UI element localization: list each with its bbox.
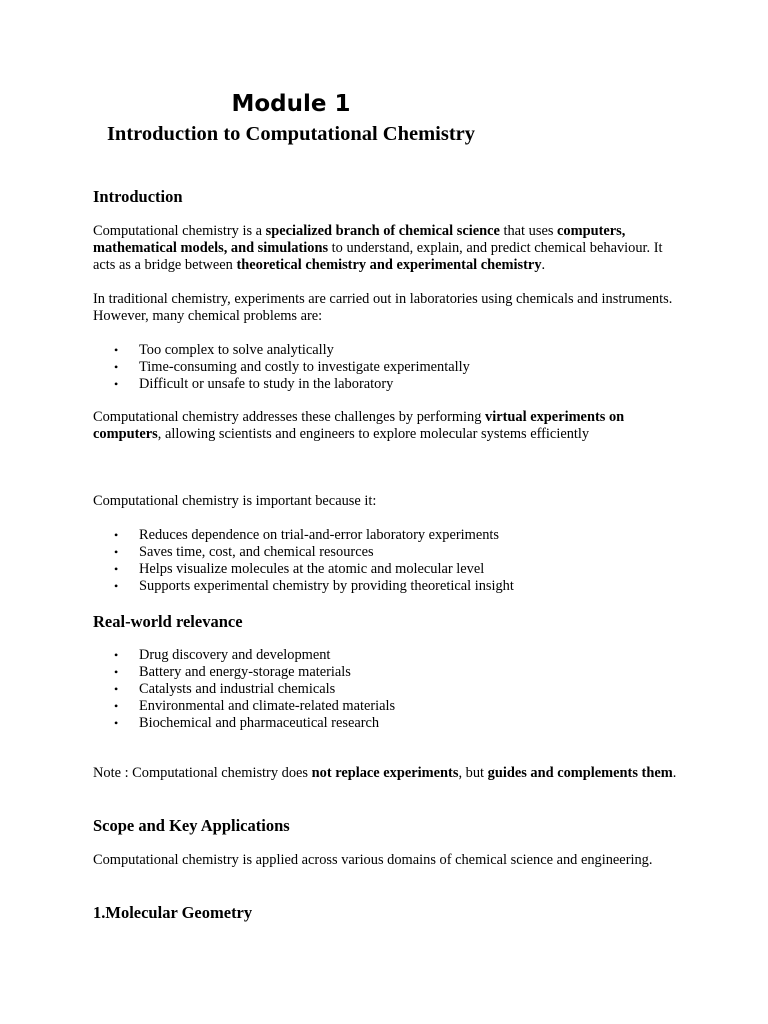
document-title: Introduction to Computational Chemistry [106, 123, 476, 145]
heading-real-world-relevance: Real-world relevance [93, 612, 243, 631]
module-title: Module 1 [231, 91, 351, 117]
list-item: • Environmental and climate-related materials [93, 698, 395, 715]
list-item: • Catalysts and industrial chemicals [93, 681, 395, 698]
list-item: • Reduces dependence on trial-and-error laboratory experiments [93, 527, 514, 544]
intro-paragraph-3: Computational chemistry addresses these challenges by performing virtual experiments on computers, allowing scientists and engineers to explore molecular systems efficiently [93, 409, 625, 442]
intro-paragraph-2: In traditional chemistry, experiments are carried out in laboratories using chemicals and instruments. However, many chemical problems are: [93, 291, 673, 324]
list-item: • Time-consuming and costly to investigate experimentally [93, 359, 470, 376]
list-item: • Saves time, cost, and chemical resources [93, 544, 514, 561]
list-item: • Difficult or unsafe to study in the laboratory [93, 376, 470, 393]
relevance-list [93, 647, 395, 732]
heading-introduction: Introduction [93, 187, 183, 206]
list-item: • Too complex to solve analytically [93, 342, 470, 359]
intro-paragraph-1: Computational chemistry is a specialized branch of chemical science that uses computers, mathematical models, and simulations to understand, explain, and predict chemical behaviour. It acts as a bridge between theoretical chemistry and experimental chemistry. [93, 223, 663, 273]
problems-list [93, 342, 470, 393]
reasons-list [93, 527, 514, 595]
heading-scope: Scope and Key Applications [93, 816, 290, 835]
scope-paragraph: Computational chemistry is applied across various domains of chemical science and engineering. [93, 852, 653, 868]
list-item: • Helps visualize molecules at the atomic and molecular level [93, 561, 514, 578]
list-item: • Battery and energy-storage materials [93, 664, 395, 681]
list-item: • Biochemical and pharmaceutical research [93, 715, 395, 732]
intro-paragraph-4: Computational chemistry is important because it: [93, 493, 377, 509]
heading-molecular-geometry: 1.Molecular Geometry [93, 903, 253, 922]
note-paragraph: Note : Computational chemistry does not replace experiments, but guides and complements them. [93, 765, 677, 781]
list-item: • Drug discovery and development [93, 647, 395, 664]
list-item: • Supports experimental chemistry by providing theoretical insight [93, 578, 514, 595]
